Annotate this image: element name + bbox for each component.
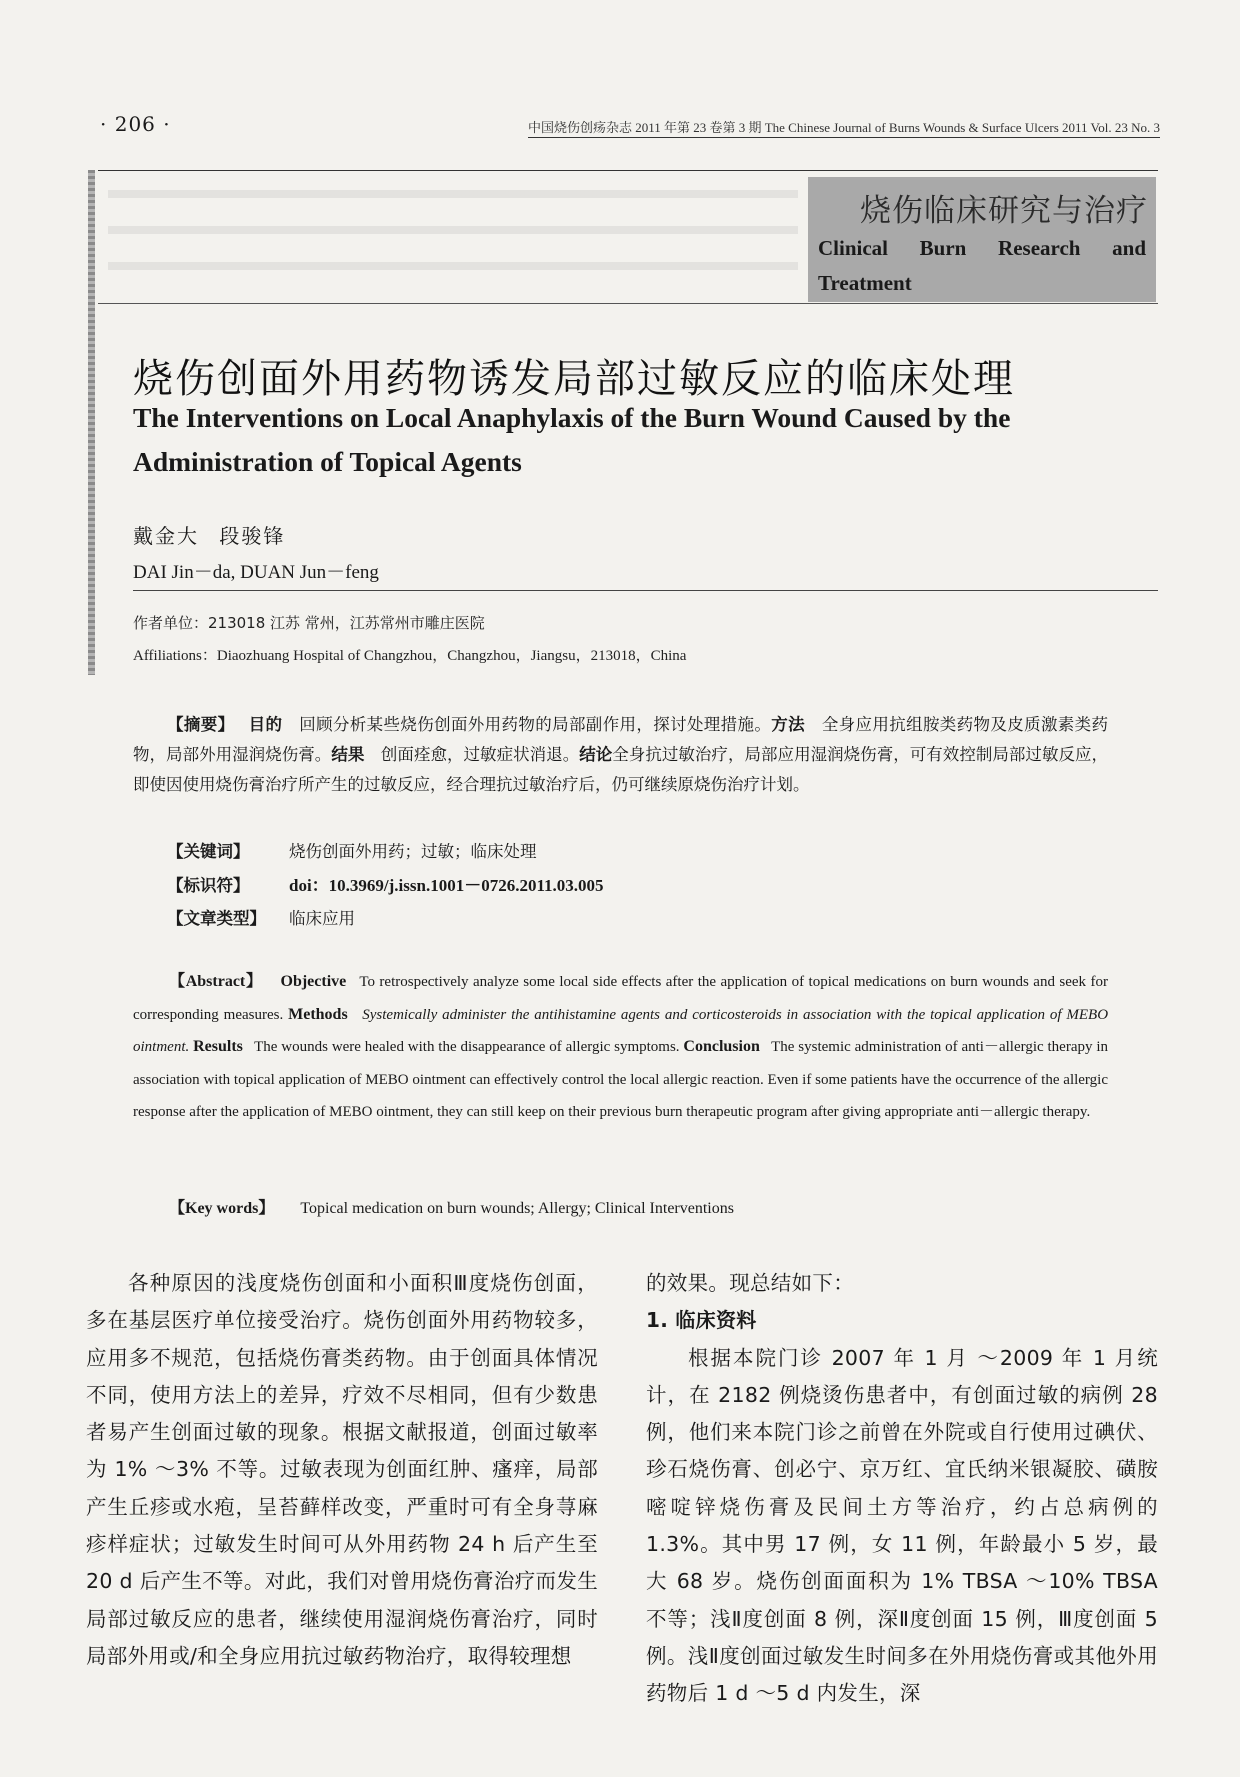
keywords-value-zh: 烧伤创面外用药；过敏；临床处理 xyxy=(289,842,537,861)
article-type-value: 临床应用 xyxy=(289,909,355,928)
body-paragraph: 根据本院门诊 2007 年 1 月 ～2009 年 1 月统计，在 2182 例烧烫伤患者中，有创面过敏的病例 28 例，他们来本院门诊之前曾在外院或自行使用过碘伏、珍石烧伤膏、创必宁、京万红、宜氏纳米银凝胶、磺胺嘧啶锌烧伤膏及民间土方等治疗，约占总病例的 1.3%。其中男 17 例，女 11 例，年龄最小 5 岁，最大 68 岁。烧伤创面面积为 1% TBSA ～10% TBSA 不等；浅Ⅱ度创面 8 例，深Ⅱ度创面 15 例，Ⅲ度创面 5 例。浅Ⅱ度创面过敏发生时间多在外用烧伤膏或其他外用药物后 1 d ～5 d 内发生，深 xyxy=(646,1345,1158,1706)
objective-label-zh: 目的 xyxy=(248,715,283,734)
top-rule xyxy=(98,170,1158,171)
keywords-value-en: Topical medication on burn wounds; Allergy; Clinical Interventions xyxy=(300,1200,734,1217)
author-rule xyxy=(133,590,1158,591)
article-type xyxy=(167,905,355,929)
results-text-zh: 创面痊愈，过敏症状消退。 xyxy=(380,745,580,764)
methods-text-zh: 全身应用抗组胺类药物及皮质激素类药物，局部外用湿润烧伤膏。 xyxy=(133,715,1109,764)
abstract-en-label: 【Abstract】 xyxy=(169,973,263,990)
keywords-label-en: 【Key words】 xyxy=(169,1200,275,1217)
methods-text-en: Systemically administer the antihistamine agents and corticosteroids in association with the topical application of MEBO ointment. xyxy=(133,1006,1109,1055)
authors-zh: 戴金大 段骏锋 xyxy=(133,524,286,548)
article-type-label: 【文章类型】 xyxy=(167,909,266,928)
identifier xyxy=(167,871,604,896)
body-paragraph: 的效果。现总结如下： xyxy=(646,1271,854,1295)
body-column-left: 各种原因的浅度烧伤创面和小面积Ⅲ度烧伤创面，多在基层医疗单位接受治疗。烧伤创面外用药物较多，应用多不规范，包括烧伤膏类药物。由于创面具体情况不同，使用方法上的差异，疗效不尽相同，但有少数患者易产生创面过敏的现象。根据文献报道，创面过敏率为 1% ～3% 不等。过敏表现为创面红肿、瘙痒，局部产生丘疹或水疱，呈苔藓样改变，严重时可有全身荨麻疹样症状；过敏发生时间可从外用药物 24 h 后产生至 20 d 后产生不等。对此，我们对曾用烧伤膏治疗而发生局部过敏反应的患者，继续使用湿润烧伤膏治疗，同时局部外用或/和全身应用抗过敏药物治疗，取得较理想 xyxy=(86,1271,598,1668)
keywords-zh xyxy=(167,838,537,862)
methods-label-zh: 方法 xyxy=(771,715,805,734)
page-number: · 206 · xyxy=(100,112,171,136)
conclusion-label-zh: 结论 xyxy=(579,745,613,764)
section-title-en: Clinical Burn Research and Treatment xyxy=(818,236,1146,295)
affiliation-en: Affiliations：Diaozhuang Hospital of Changzhou，Changzhou，Jiangsu，213018，China xyxy=(133,648,687,664)
article-title-zh: 烧伤创面外用药物诱发局部过敏反应的临床处理 xyxy=(133,356,1015,402)
abstract-zh-label: 【摘要】 xyxy=(167,715,227,734)
conclusion-text-en: The systemic administration of anti－allergic therapy in association with topical application of MEBO ointment can effectively control the local allergic reaction. Even if some patients have the occurrence of the allergic response after the application of MEBO ointment, they can still keep on their previous burn therapeutic program after giving appropriate anti－allergic therapy. xyxy=(133,1039,1108,1120)
authors-en: DAI Jin－da, DUAN Jun－feng xyxy=(133,562,379,583)
keywords-label-zh: 【关键词】 xyxy=(167,842,250,861)
abstract-zh xyxy=(133,710,1108,800)
results-label-en: Results xyxy=(193,1038,243,1055)
section-title-zh: 烧伤临床研究与治疗 xyxy=(860,193,1148,229)
section-banner xyxy=(808,177,1156,302)
affiliation-zh: 作者单位：213018 江苏 常州，江苏常州市雕庄医院 xyxy=(133,614,485,632)
section-rule xyxy=(98,303,1158,304)
keywords-en xyxy=(169,1195,734,1218)
running-header xyxy=(100,112,1160,140)
journal-citation: 中国烧伤创疡杂志 2011 年第 23 卷第 3 期 The Chinese Journal of Burns Wounds & Surface Ulcers 2011 Vol. 23 No. 3 xyxy=(528,117,1160,138)
left-margin-bar xyxy=(88,170,95,675)
doi-value: doi：10.3969/j.issn.1001－0726.2011.03.005 xyxy=(289,876,604,895)
results-label-zh: 结果 xyxy=(331,745,365,764)
results-text-en: The wounds were healed with the disappearance of allergic symptoms. xyxy=(254,1039,680,1055)
section-heading: 1. 临床资料 xyxy=(646,1308,757,1333)
conclusion-text-zh: 全身抗过敏治疗，局部应用湿润烧伤膏，可有效控制局部过敏反应，即使因使用烧伤膏治疗所产生的过敏反应，经合理抗过敏治疗后，仍可继续原烧伤治疗计划。 xyxy=(133,745,1109,794)
bleed-through-texture xyxy=(108,176,798,298)
article-title-en: The Interventions on Local Anaphylaxis of the Burn Wound Caused by the Administration of Topical Agents xyxy=(133,402,1011,477)
objective-label-en: Objective xyxy=(280,973,347,990)
body-column-right xyxy=(646,1265,1158,1713)
objective-text-en: To retrospectively analyze some local side effects after the application of topical medications on burn wounds and seek for corresponding measures. xyxy=(133,974,1109,1023)
conclusion-label-en: Conclusion xyxy=(683,1038,760,1055)
identifier-label: 【标识符】 xyxy=(167,876,250,895)
objective-text-zh: 回顾分析某些烧伤创面外用药物的局部副作用，探讨处理措施。 xyxy=(299,715,772,734)
abstract-en xyxy=(133,966,1108,1129)
methods-label-en: Methods xyxy=(288,1005,348,1023)
